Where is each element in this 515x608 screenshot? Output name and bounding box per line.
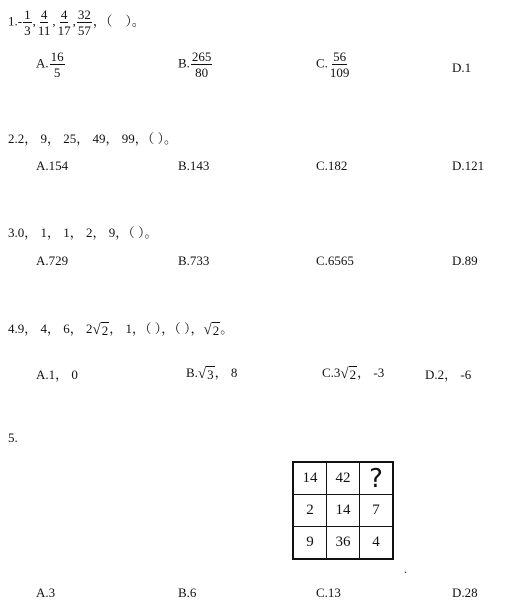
q5-option-b: B.6 bbox=[178, 585, 197, 600]
question-3: 3.0， 1， 1， 2， 9，（ ）。 bbox=[8, 225, 158, 240]
q1-prefix: 1.- bbox=[8, 13, 23, 29]
q1-term-4: $\frac{32}{57}$ bbox=[77, 7, 91, 38]
grid-cell: 14 bbox=[327, 495, 360, 527]
q4-option-a: A.1， 0 bbox=[36, 367, 78, 382]
q3-option-a: A.729 bbox=[36, 253, 69, 268]
q4-sqrt-1: √ 2 bbox=[92, 322, 109, 339]
q1-term-1: $\frac{1}{3}$ bbox=[24, 7, 31, 38]
question-5: 5. bbox=[8, 430, 18, 445]
grid-cell: 42 bbox=[327, 462, 360, 495]
q1-option-c: C. $\frac{56}{109}$ bbox=[316, 49, 350, 80]
q2-option-a: A.154 bbox=[36, 158, 69, 173]
q1-option-a: A. $\frac{16}{5}$ bbox=[36, 49, 64, 80]
grid-dot: . bbox=[404, 562, 407, 576]
grid-cell: 7 bbox=[360, 495, 394, 527]
q4-option-b: B. √ 3 ， 8 bbox=[186, 365, 238, 383]
question-2: 2.2， 9， 25， 49， 99，（ ）。 bbox=[8, 131, 178, 146]
q1-option-d: D.1 bbox=[452, 60, 472, 75]
grid-cell: 36 bbox=[327, 527, 360, 560]
q3-option-d: D.89 bbox=[452, 253, 478, 268]
q2-option-d: D.121 bbox=[452, 158, 485, 173]
question-4: 4.9， 4， 6， 2 √ 2 ， 1，（ ），（ ）， √ 2 。 bbox=[8, 321, 234, 339]
grid-cell: 4 bbox=[360, 527, 394, 560]
q1-term-2: $\frac{4}{11}$ bbox=[37, 7, 51, 38]
q4-sqrt-2: √ 2 bbox=[203, 322, 220, 339]
q3-option-b: B.733 bbox=[178, 253, 210, 268]
q1-term-3: $\frac{4}{17}$ bbox=[57, 7, 71, 38]
number-grid bbox=[292, 461, 394, 560]
question-1: 1.- $\frac{1}{3}$ , $\frac{4}{11}$ , $\frac{4}{17}$ , $\frac{32}{57}$ ，（ ）。 bbox=[8, 7, 145, 38]
grid-cell: 9 bbox=[293, 527, 327, 560]
q1-option-b: B. $\frac{265}{80}$ bbox=[178, 49, 212, 80]
grid-cell: 14 bbox=[293, 462, 327, 495]
q2-option-b: B.143 bbox=[178, 158, 210, 173]
q1-suffix: ，（ ）。 bbox=[92, 13, 145, 29]
q4-option-d: D.2， -6 bbox=[425, 367, 472, 382]
q4-option-c: C.3 √ 2 ， -3 bbox=[322, 365, 385, 383]
grid-cell-unknown: ? bbox=[360, 462, 394, 495]
q5-option-d: D.28 bbox=[452, 585, 478, 600]
q3-option-c: C.6565 bbox=[316, 253, 354, 268]
q2-option-c: C.182 bbox=[316, 158, 348, 173]
q5-option-a: A.3 bbox=[36, 585, 56, 600]
grid-cell: 2 bbox=[293, 495, 327, 527]
q5-option-c: C.13 bbox=[316, 585, 341, 600]
